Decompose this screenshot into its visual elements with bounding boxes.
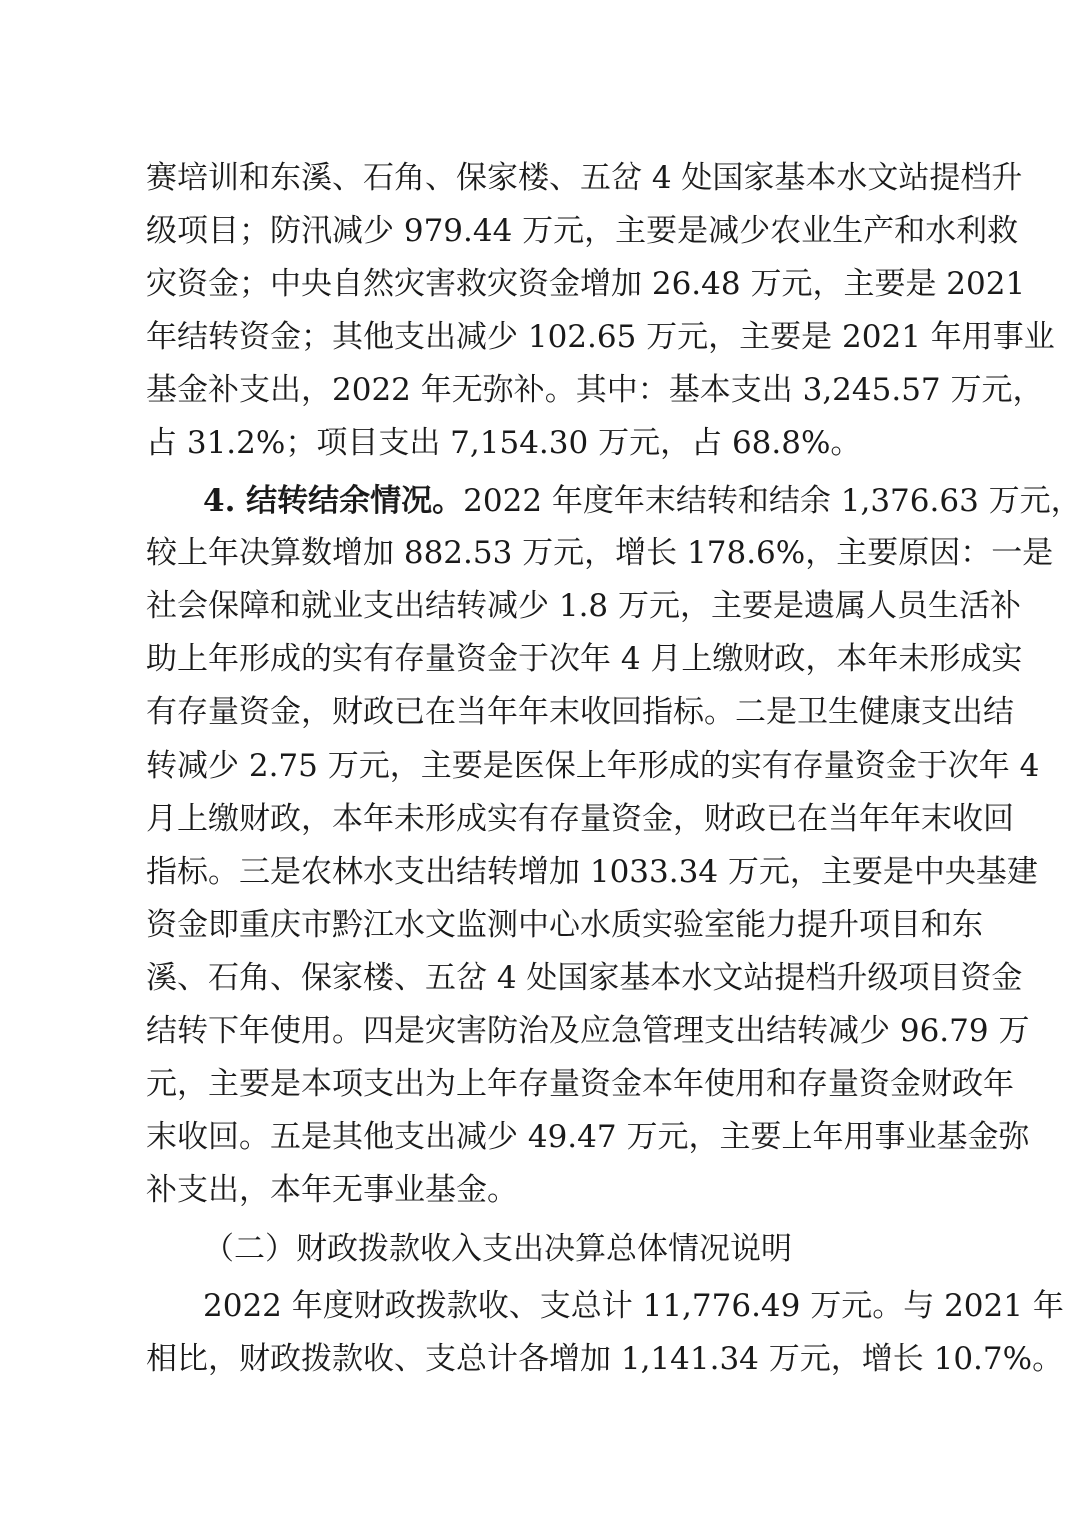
body-text-line: 社会保障和就业支出结转减少 1.8 万元，主要是遗属人员生活补 (146, 588, 1022, 624)
body-text-line: 末收回。五是其他支出减少 49.47 万元，主要上年用事业基金弥 (146, 1119, 1030, 1155)
body-text-line: 基金补支出，2022 年无弥补。其中：基本支出 3,245.57 万元， (146, 372, 1044, 408)
section-lead-line (203, 475, 1082, 527)
body-text-line: 占 31.2%；项目支出 7,154.30 万元，占 68.8%。 (146, 425, 862, 461)
body-text-line: 相比，财政拨款收、支总计各增加 1,141.34 万元，增长 10.7%。 (146, 1341, 1064, 1377)
body-text-line: 级项目；防汛减少 979.44 万元，主要是减少农业生产和水利救 (146, 213, 1019, 249)
body-text-line: 元，主要是本项支出为上年存量资金本年使用和存量资金财政年 (146, 1066, 1014, 1102)
body-text-line: 指标。三是农林水支出结转增加 1033.34 万元，主要是中央基建 (146, 854, 1038, 890)
body-text-line: 助上年形成的实有存量资金于次年 4 月上缴财政，本年未形成实 (146, 641, 1023, 677)
section-lead-heading: 4. 结转结余情况。 (203, 483, 464, 519)
body-text-line: 资金即重庆市黔江水文监测中心水质实验室能力提升项目和东 (146, 907, 983, 943)
body-text-line: 溪、石角、保家楼、五岔 4 处国家基本水文站提档升级项目资金 (146, 960, 1023, 996)
section-heading: （二）财政拨款收入支出决算总体情况说明 (203, 1231, 792, 1267)
body-text-line: 补支出，本年无事业基金。 (146, 1172, 518, 1208)
body-text-line: 赛培训和东溪、石角、保家楼、五岔 4 处国家基本水文站提档升 (146, 160, 1023, 196)
body-text-line: 结转下年使用。四是灾害防治及应急管理支出结转减少 96.79 万 (146, 1013, 1030, 1049)
section-lead-text: 2022 年度年末结转和结余 1,376.63 万元， (463, 483, 1082, 519)
body-text-line: 灾资金；中央自然灾害救灾资金增加 26.48 万元，主要是 2021 (146, 266, 1026, 302)
body-text-line: 有存量资金，财政已在当年年末收回指标。二是卫生健康支出结 (146, 694, 1014, 730)
body-text-line: 较上年决算数增加 882.53 万元，增长 178.6%，主要原因：一是 (146, 535, 1054, 571)
body-text-line: 年结转资金；其他支出减少 102.65 万元，主要是 2021 年用事业 (146, 319, 1055, 355)
body-text-line: 转减少 2.75 万元，主要是医保上年形成的实有存量资金于次年 4 (146, 748, 1040, 784)
body-text-line: 2022 年度财政拨款收、支总计 11,776.49 万元。与 2021 年 (203, 1288, 1064, 1324)
body-text-line: 月上缴财政，本年未形成实有存量资金，财政已在当年年末收回 (146, 801, 1014, 837)
